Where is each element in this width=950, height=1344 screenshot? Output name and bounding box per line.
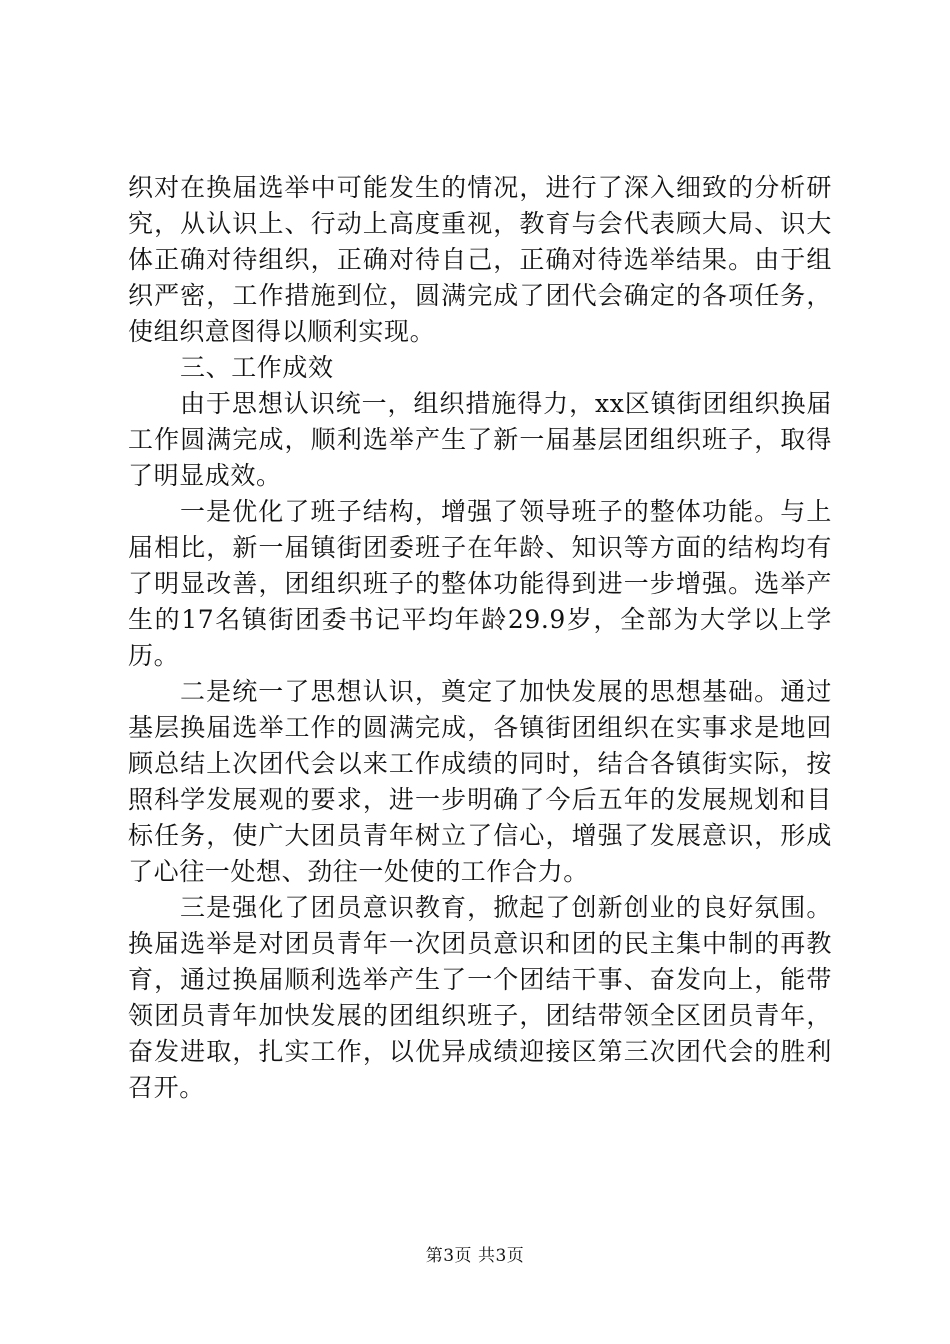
paragraph-summary: 由于思想认识统一，组织措施得力，xx区镇街团组织换届工作圆满完成，顺利选举产生了新一届基层团组织班子，取得了明显成效。	[128, 389, 832, 490]
paragraph-point-three: 三是强化了团员意识教育，掀起了创新创业的良好氛围。换届选举是对团员青年一次团员意识和团的民主集中制的再教育，通过换届顺利选举产生了一个团结干事、奋发向上，能带领团员青年加快发展的团组织班子，团结带领全区团员青年，奋发进取，扎实工作，以优异成绩迎接区第三次团代会的胜利召开。	[128, 893, 832, 1102]
paragraph-point-one: 一是优化了班子结构，增强了领导班子的整体功能。与上届相比，新一届镇街团委班子在年龄、知识等方面的结构均有了明显改善，团组织班子的整体功能得到进一步增强。选举产生的17名镇街团委书记平均年龄29.9岁，全部为大学以上学历。	[128, 497, 832, 670]
page-number-footer: 第3页 共3页	[425, 1246, 525, 1266]
paragraph-continuation: 织对在换届选举中可能发生的情况，进行了深入细致的分析研究，从认识上、行动上高度重视，教育与会代表顾大局、识大体正确对待组织，正确对待自己，正确对待选举结果。由于组织严密，工作措施到位，圆满完成了团代会确定的各项任务，使组织意图得以顺利实现。	[128, 173, 832, 346]
document-body	[128, 170, 832, 1106]
section-heading: 三、工作成效	[180, 353, 334, 382]
paragraph-point-two: 二是统一了思想认识，奠定了加快发展的思想基础。通过基层换届选举工作的圆满完成，各镇街团组织在实事求是地回顾总结上次团代会以来工作成绩的同时，结合各镇街实际，按照科学发展观的要求，进一步明确了今后五年的发展规划和目标任务，使广大团员青年树立了信心，增强了发展意识，形成了心往一处想、劲往一处使的工作合力。	[128, 677, 832, 886]
